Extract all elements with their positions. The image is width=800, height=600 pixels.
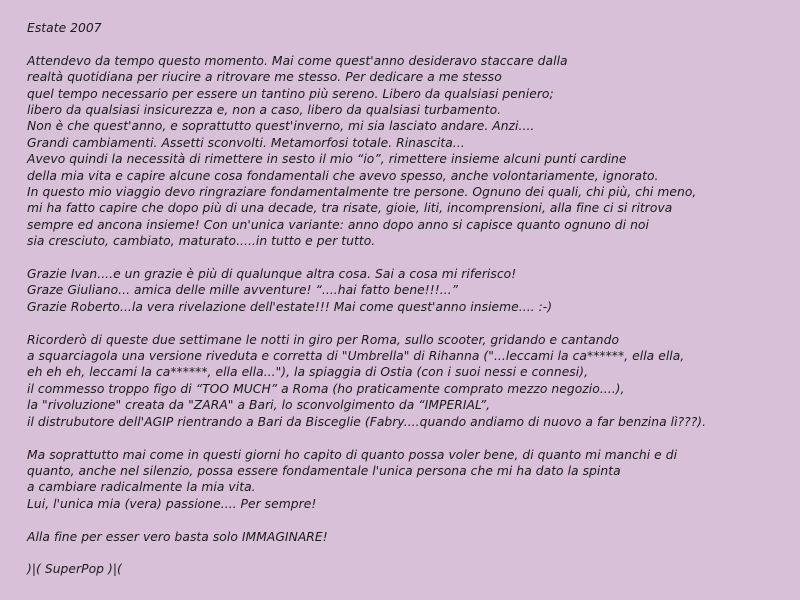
text-line: Graze Giuliano... amica delle mille avventure! “....hai fatto bene!!!...” [27, 283, 459, 298]
text-line: Non è che quest'anno, e soprattutto quest'inverno, mi sia lasciato andare. Anzi.... [27, 119, 535, 134]
signature: )|( SuperPop )|( [27, 562, 122, 577]
text-line: Attendevo da tempo questo momento. Mai come quest'anno desideravo staccare dalla [27, 53, 568, 68]
text-line: a cambiare radicalmente la mia vita. [27, 480, 256, 495]
text-line: quanto, anche nel silenzio, possa essere fondamentale l'unica persona che mi ha dato la spinta [27, 463, 621, 478]
text-line: Alla fine per esser vero basta solo IMMAGINARE! [27, 529, 328, 544]
text-line: libero da qualsiasi insicurezza e, non a caso, libero da qualsiasi turbamento. [27, 103, 502, 118]
text-line: quel tempo necessario per essere un tantino più sereno. Libero da qualsiasi peniero; [27, 86, 554, 101]
text-line: Grazie Ivan....e un grazie è più di qualunque altra cosa. Sai a cosa mi riferisco! [27, 267, 517, 282]
paragraph-thanks [27, 266, 800, 315]
paragraph-intro [27, 53, 800, 250]
text-line: la "rivoluzione" creata da "ZARA" a Bari, lo sconvolgimento da “IMPERIAL”, [27, 398, 491, 413]
text-line: In questo mio viaggio devo ringraziare fondamentalmente tre persone. Ognuno dei quali, chi più, chi meno, [27, 185, 697, 200]
text-line: Lui, l'unica mia (vera) passione.... Per sempre! [27, 496, 317, 511]
text-line: realtà quotidiana per riucire a ritrovare me stesso. Per dedicare a me stesso [27, 70, 502, 85]
page-title: Estate 2007 [27, 21, 102, 35]
text-line: Avevo quindi la necessità di rimettere in sesto il mio “io”, rimettere insieme alcuni punti cardine [27, 152, 627, 167]
text-line: Ma soprattutto mai come in questi giorni ho capito di quanto possa voler bene, di quanto mi manchi e di [27, 447, 678, 462]
paragraph-memories [27, 332, 800, 430]
text-line: Ricorderò di queste due settimane le notti in giro per Roma, sullo scooter, gridando e cantando [27, 332, 620, 347]
text-line: eh eh eh, leccami la ca******, ella ella..."), la spiaggia di Ostia (con i suoi nessi e connesi), [27, 365, 589, 380]
paragraph-closing [27, 529, 800, 545]
text-line: Grandi cambiamenti. Assetti sconvolti. Metamorfosi totale. Rinascita... [27, 135, 465, 150]
text-line: sempre ed ancona insieme! Con un'unica variante: anno dopo anno si capisce quanto ognuno di noi [27, 217, 649, 232]
text-line: sia cresciuto, cambiato, maturato.....in tutto e per tutto. [27, 234, 376, 249]
text-line: a squarciagola una versione riveduta e corretta di "Umbrella" di Rihanna ("...leccami la ca******, ella ella, [27, 349, 685, 364]
text-line: il distrubutore dell'AGIP rientrando a Bari da Bisceglie (Fabry....quando andiamo di nuovo a far benzina lì???). [27, 414, 707, 429]
text-line: della mia vita e capire alcune cosa fondamentali che avevo spesso, anche volontariamente, ignorato. [27, 168, 659, 183]
text-line: il commesso troppo figo di “TOO MUCH” a Roma (ho praticamente comprato mezzo negozio....), [27, 381, 625, 396]
text-line: Grazie Roberto...la vera rivelazione dell'estate!!! Mai come quest'anno insieme.... :-) [27, 299, 553, 314]
paragraph-passion [27, 447, 800, 513]
text-line: mi ha fatto capire che dopo più di una decade, tra risate, gioie, liti, incomprensioni, alla fine ci si ritrova [27, 201, 673, 216]
